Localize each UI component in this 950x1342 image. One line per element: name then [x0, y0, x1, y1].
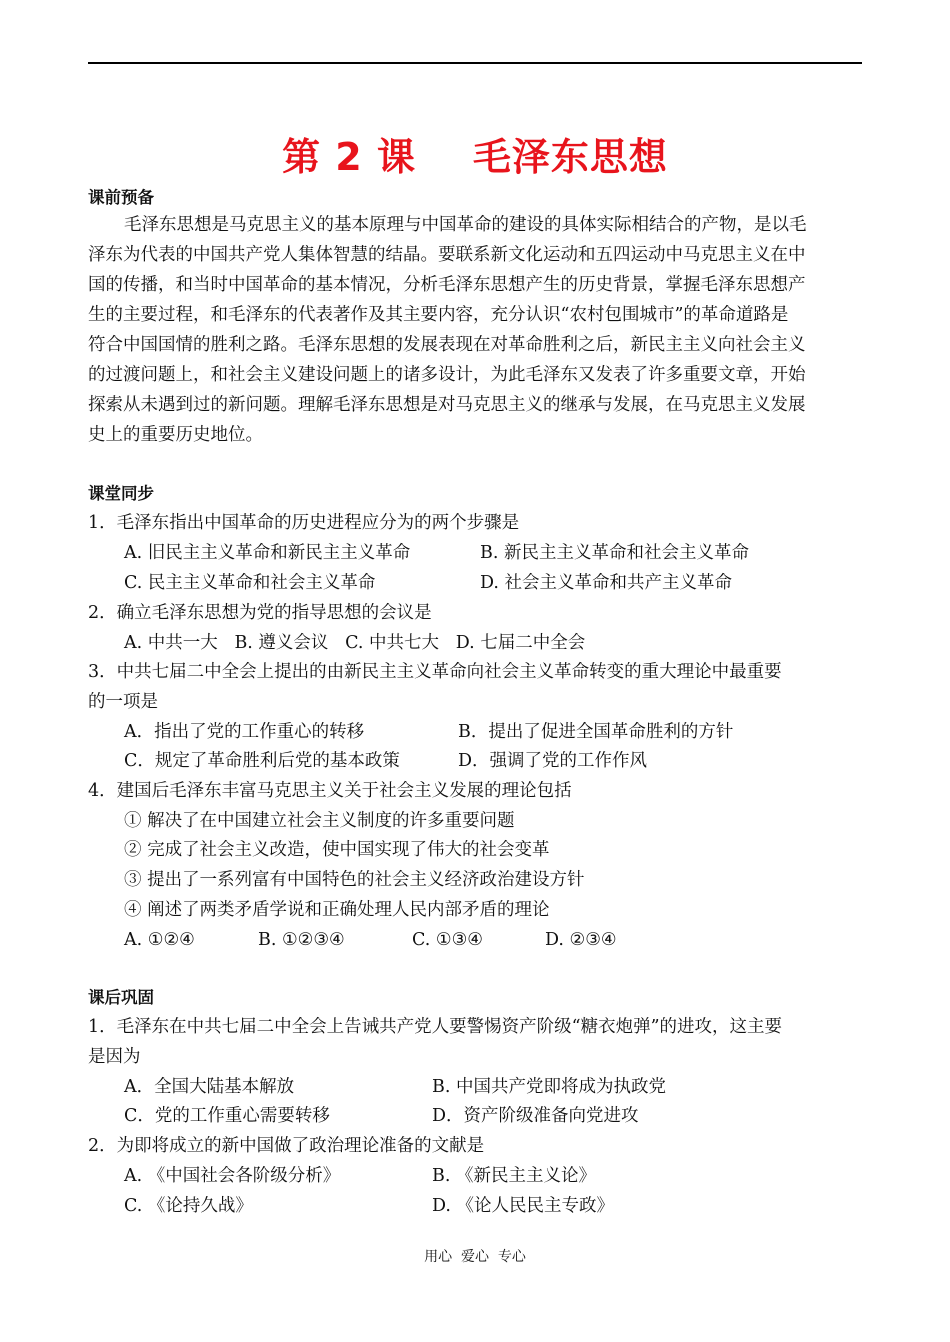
- option-a: A．全国大陆基本解放: [124, 1077, 295, 1097]
- statement-item: ② 完成了社会主义改造，使中国实现了伟大的社会变革: [124, 840, 550, 860]
- option-b: B. 中国共产党即将成为执政党: [432, 1077, 666, 1097]
- option-d: D. 《论人民民主专政》: [432, 1196, 615, 1216]
- option-b: B．提出了促进全国革命胜利的方针: [458, 722, 734, 742]
- paragraph-line: 探索从未遇到过的新问题。理解毛泽东思想是对马克思主义的继承与发展，在马克思主义发展: [88, 395, 806, 415]
- page-title: 第 2 课 毛泽东思想: [282, 135, 668, 179]
- options-row: A. 中共一大 B. 遵义会议 C. 中共七大 D. 七届二中全会: [124, 633, 586, 653]
- header-rule: [88, 62, 862, 64]
- question-stem: 4．建国后毛泽东丰富马克思主义关于社会主义发展的理论包括: [88, 781, 572, 801]
- paragraph-line: 的过渡问题上，和社会主义建设问题上的诸多设计，为此毛泽东又发表了许多重要文章，开始: [88, 365, 806, 385]
- option-c: C．党的工作重心需要转移: [124, 1106, 330, 1126]
- paragraph-line: 毛泽东思想是马克思主义的基本原理与中国革命的建设的具体实际相结合的产物，是以毛: [124, 215, 807, 235]
- statement-item: ④ 阐述了两类矛盾学说和正确处理人民内部矛盾的理论: [124, 900, 550, 920]
- option-a: A. 旧民主主义革命和新民主主义革命: [124, 543, 411, 563]
- question-stem: 的一项是: [88, 692, 158, 712]
- section-heading-classroom: 课堂同步: [88, 484, 154, 503]
- option-b: B. 《新民主主义论》: [432, 1166, 596, 1186]
- statement-item: ③ 提出了一系列富有中国特色的社会主义经济政治建设方针: [124, 870, 585, 890]
- option-d: D. ②③④: [545, 930, 617, 950]
- question-stem: 2．确立毛泽东思想为党的指导思想的会议是: [88, 603, 432, 623]
- option-a: A．指出了党的工作重心的转移: [124, 722, 365, 742]
- paragraph-line: 生的主要过程，和毛泽东的代表著作及其主要内容，充分认识“农村包围城市”的革命道路是: [88, 305, 789, 325]
- question-stem: 2．为即将成立的新中国做了政治理论准备的文献是: [88, 1136, 485, 1156]
- option-d: D．资产阶级准备向党进攻: [432, 1106, 639, 1126]
- option-c: C．规定了革命胜利后党的基本政策: [124, 751, 400, 771]
- section-heading-preview: 课前预备: [88, 188, 154, 207]
- question-stem: 3．中共七届二中全会上提出的由新民主主义革命向社会主义革命转变的重大理论中最重要: [88, 662, 782, 682]
- option-c: C. ①③④: [412, 930, 483, 950]
- question-stem: 是因为: [88, 1047, 141, 1067]
- option-c: C. 《论持久战》: [124, 1196, 253, 1216]
- option-a: A. 《中国社会各阶级分析》: [124, 1166, 341, 1186]
- option-d: D．强调了党的工作作风: [458, 751, 648, 771]
- paragraph-line: 史上的重要历史地位。: [88, 425, 263, 445]
- section-heading-after: 课后巩固: [88, 988, 154, 1007]
- option-a: A. ①②④: [124, 930, 195, 950]
- paragraph-line: 泽东为代表的中国共产党人集体智慧的结晶。要联系新文化运动和五四运动中马克思主义在中: [88, 245, 806, 265]
- page-footer: 用心 爱心 专心: [424, 1249, 526, 1265]
- paragraph-line: 国的传播，和当时中国革命的基本情况，分析毛泽东思想产生的历史背景，掌握毛泽东思想产: [88, 275, 806, 295]
- question-stem: 1．毛泽东在中共七届二中全会上告诫共产党人要警惕资产阶级“糖衣炮弹”的进攻，这主要: [88, 1017, 783, 1037]
- option-b: B. 新民主主义革命和社会主义革命: [480, 543, 749, 563]
- question-stem: 1．毛泽东指出中国革命的历史进程应分为的两个步骤是: [88, 513, 520, 533]
- option-d: D. 社会主义革命和共产主义革命: [480, 573, 733, 593]
- option-b: B. ①②③④: [258, 930, 345, 950]
- option-c: C. 民主主义革命和社会主义革命: [124, 573, 376, 593]
- paragraph-line: 符合中国国情的胜利之路。毛泽东思想的发展表现在对革命胜利之后，新民主主义向社会主义: [88, 335, 806, 355]
- statement-item: ① 解决了在中国建立社会主义制度的许多重要问题: [124, 811, 515, 831]
